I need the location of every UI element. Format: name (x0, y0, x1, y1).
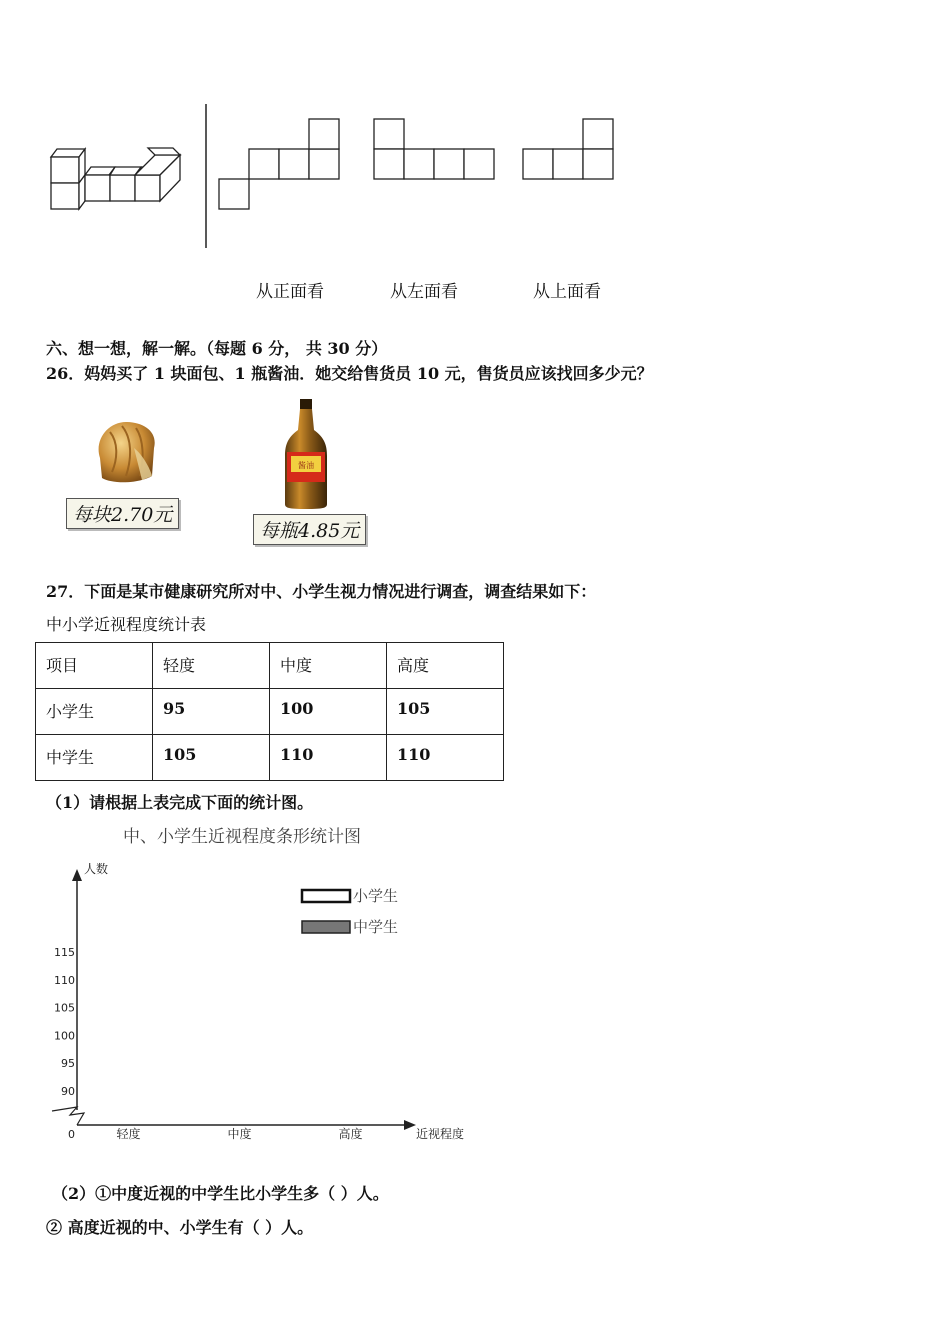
y-tick-label: 110 (54, 973, 75, 987)
y-tick-label: 100 (54, 1029, 75, 1043)
part-2-question-a: （2）①中度近视的中学生比小学生多（ ）人。 (52, 1184, 389, 1203)
y-tick-label: 105 (54, 1001, 75, 1015)
question-26-text: 26．妈妈买了 1 块面包、1 瓶酱油．她交给售货员 10 元，售货员应该找回多少元？ (46, 364, 653, 383)
table-cell: 110 (270, 735, 387, 781)
table-cell: 105 (387, 689, 504, 735)
cube-stack-figure (45, 140, 190, 215)
bread-image (92, 418, 162, 488)
y-axis-arrow (72, 869, 82, 881)
x-axis-arrow (404, 1120, 416, 1130)
top-view-figure (522, 118, 614, 180)
x-tick-label: 高度 (338, 1127, 363, 1141)
legend-swatch-primary (302, 890, 350, 902)
y-tick-label: 115 (54, 946, 75, 959)
table-cell: 105 (153, 735, 270, 781)
x-axis-label: 近视程度 (416, 1127, 465, 1141)
y-tick-label: 90 (61, 1085, 75, 1098)
table-cell: 小学生 (36, 689, 153, 735)
y-tick-label: 95 (61, 1057, 75, 1071)
bread-price-tag: 每块2.70元 (66, 498, 179, 529)
front-view-figure (218, 118, 340, 210)
table-row (36, 735, 504, 781)
table-header-row (36, 643, 504, 689)
table-cell: 中学生 (36, 735, 153, 781)
legend-label-middle: 中学生 (353, 918, 399, 936)
part-1-instruction: （1）请根据上表完成下面的统计图。 (46, 793, 314, 812)
question-27-text: 27．下面是某市健康研究所对中、小学生视力情况进行调查，调查结果如下： (46, 582, 597, 601)
top-view-label: 从上面看 (533, 282, 601, 302)
x-tick-label: 轻度 (116, 1127, 141, 1141)
soy-sauce-label: 酱油 (298, 461, 314, 470)
table-header-cell: 中度 (270, 643, 387, 689)
soy-sauce-bottle-image (283, 398, 329, 510)
bar-chart (40, 855, 480, 1145)
table-cell: 100 (270, 689, 387, 735)
section-heading: 六、想一想，解一解。（每题 6 分， 共 30 分） (46, 339, 388, 358)
table-header-cell: 项目 (36, 643, 153, 689)
left-view-figure (373, 118, 495, 180)
table-row (36, 689, 504, 735)
table-cell: 110 (387, 735, 504, 781)
legend-label-primary: 小学生 (353, 887, 399, 905)
origin-label: 0 (68, 1128, 75, 1141)
table-title: 中小学近视程度统计表 (46, 615, 207, 634)
legend-swatch-middle (302, 921, 350, 933)
y-axis-label: 人数 (84, 862, 109, 876)
table-header-cell: 轻度 (153, 643, 270, 689)
table-cell: 95 (153, 689, 270, 735)
soy-sauce-price-tag: 每瓶4.85元 (253, 514, 366, 545)
x-tick-label: 中度 (227, 1127, 252, 1141)
left-view-label: 从左面看 (390, 282, 458, 302)
chart-title: 中、小学生近视程度条形统计图 (123, 827, 361, 847)
myopia-statistics-table (35, 642, 504, 781)
axis-break (52, 1107, 84, 1125)
part-2-question-b: ② 高度近视的中、小学生有（ ）人。 (46, 1218, 314, 1237)
divider-line (203, 104, 209, 248)
table-header-cell: 高度 (387, 643, 504, 689)
front-view-label: 从正面看 (256, 282, 324, 302)
